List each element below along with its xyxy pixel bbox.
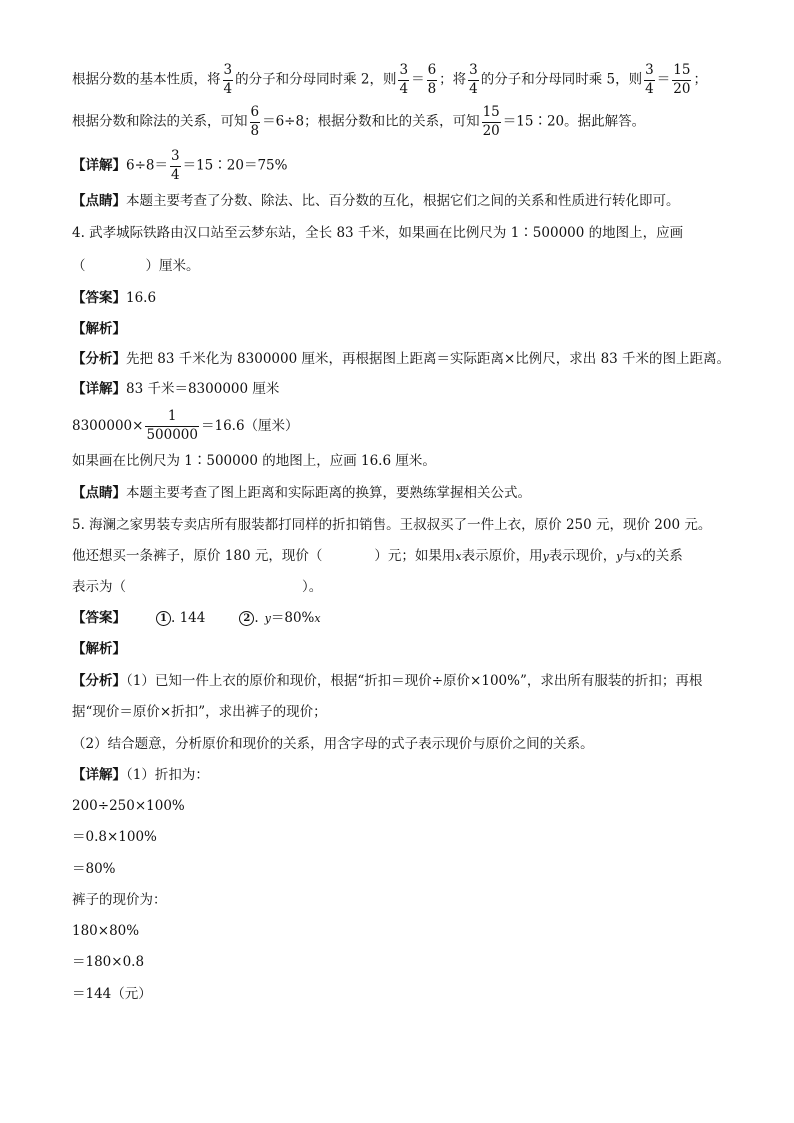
q4-stem-line1: 4. 武孝城际铁路由汉口站至云梦东站，全长 83 千米，如果画在比例尺为 1∶500000 的地图上，应画 bbox=[72, 225, 684, 241]
q3-point: 【点睛】本题主要考查了分数、除法、比、百分数的互化，根据它们之间的关系和性质进行转化即可。 bbox=[72, 193, 680, 209]
fraction-6-8: $\frac{6}{8}$ bbox=[250, 104, 260, 139]
fraction-3-4: $\frac{3}{4}$ bbox=[469, 62, 478, 97]
calc-line: 200÷250×100% bbox=[72, 798, 185, 814]
fraction-3-4: $\frac{3}{4}$ bbox=[645, 62, 654, 97]
q4-point: 【点睛】本题主要考查了图上距离和实际距离的换算，要熟练掌握相关公式。 bbox=[72, 485, 531, 501]
text: 根据分数和除法的关系，可知 bbox=[72, 113, 248, 130]
circled-number-1: 1 bbox=[156, 611, 171, 626]
text: 的分子和分母同时乘 2，则 bbox=[235, 71, 397, 88]
q5-fenxi-line2: 据“现价＝原价×折扣”，求出裤子的现价； bbox=[72, 704, 327, 720]
text: 的分子和分母同时乘 5，则 bbox=[480, 71, 643, 88]
calc-line: 180×80% bbox=[72, 923, 140, 939]
q3-line1: 根据分数的基本性质，将 $\frac{3}{4}$ 的分子和分母同时乘 2，则 $\frac{3}{4}$ ＝ $\frac{6}{8}$ ；将 $\frac{3}{4}$ 的分子和分母同时乘 5，则 $\frac{3}{4}$ ＝ $\frac{15}{20}$ ； bbox=[72, 62, 707, 97]
q3-line2 bbox=[72, 106, 645, 138]
calc-line: ＝0.8×100% bbox=[72, 829, 157, 845]
q5-stem-line3: 表示为（ ）。 bbox=[72, 579, 323, 595]
text: ＝15∶20。据此解答。 bbox=[502, 113, 646, 130]
calc-line: ＝80% bbox=[72, 861, 116, 877]
q4-detail: 【详解】83 千米＝8300000 厘米 bbox=[72, 381, 280, 397]
fraction-3-4: $\frac{3}{4}$ bbox=[223, 62, 233, 97]
q4-answer: 【答案】16.6 bbox=[72, 290, 157, 306]
fraction-1-500000: $\frac{1}{500000}$ bbox=[146, 408, 198, 443]
q3-detail: 【详解】6÷8＝ $\frac{3}{4}$ ＝15∶20＝75% bbox=[72, 148, 288, 183]
q5-analysis-tag: 【解析】 bbox=[72, 641, 126, 657]
q4-calc: 8300000× $\frac{1}{500000}$ ＝16.6（厘米） bbox=[72, 408, 299, 443]
fraction-3-4: $\frac{3}{4}$ bbox=[399, 62, 409, 97]
q5-stem-line2: 他还想买一条裤子，原价 180 元，现价（ ）元；如果用x表示原价，用y表示现价，y与x的关系 bbox=[72, 548, 683, 564]
q5-fenxi-line1: 【分析】（1）已知一件上衣的原价和现价，根据“折扣＝现价÷原价×100%”，求出所有服装的折扣；再根 bbox=[72, 673, 703, 689]
q5-stem-line1: 5. 海澜之家男装专卖店所有服装都打同样的折扣销售。王叔叔买了一件上衣，原价 250 元，现价 200 元。 bbox=[72, 517, 712, 533]
q5-answer: 【答案】 1 . 144 2 . y＝80%x bbox=[72, 610, 321, 626]
q4-fenxi: 【分析】先把 83 千米化为 8300000 厘米，再根据图上距离＝实际距离×比例尺，求出 83 千米的图上距离。 bbox=[72, 351, 731, 367]
text: ＝6÷8；根据分数和比的关系，可知 bbox=[262, 113, 480, 130]
q5-detail: 【详解】（1）折扣为： bbox=[72, 767, 209, 783]
calc-line: 裤子的现价为： bbox=[72, 892, 167, 908]
fraction-3-4: $\frac{3}{4}$ bbox=[171, 148, 180, 183]
detail-tag: 【详解】 bbox=[72, 157, 126, 174]
calc-line: ＝144（元） bbox=[72, 986, 152, 1002]
calc-line: ＝180×0.8 bbox=[72, 954, 145, 970]
circled-number-2: 2 bbox=[239, 611, 254, 626]
point-tag: 【点睛】 bbox=[72, 193, 126, 209]
q4-stem-line2: （ ）厘米。 bbox=[72, 258, 200, 274]
text: ；将 bbox=[439, 71, 467, 88]
q4-analysis-tag: 【解析】 bbox=[72, 321, 126, 337]
q5-fenxi-line3: （2）结合题意，分析原价和现价的关系，用含字母的式子表示现价与原价之间的关系。 bbox=[72, 736, 594, 752]
fraction-6-8: $\frac{6}{8}$ bbox=[427, 62, 437, 97]
fraction-15-20: $\frac{15}{20}$ bbox=[673, 62, 691, 97]
fraction-15-20: $\frac{15}{20}$ bbox=[482, 104, 500, 139]
answer-tag: 【答案】 bbox=[72, 290, 126, 306]
text: 根据分数的基本性质，将 bbox=[72, 71, 221, 88]
q4-conclusion: 如果画在比例尺为 1∶500000 的地图上，应画 16.6 厘米。 bbox=[72, 453, 436, 469]
